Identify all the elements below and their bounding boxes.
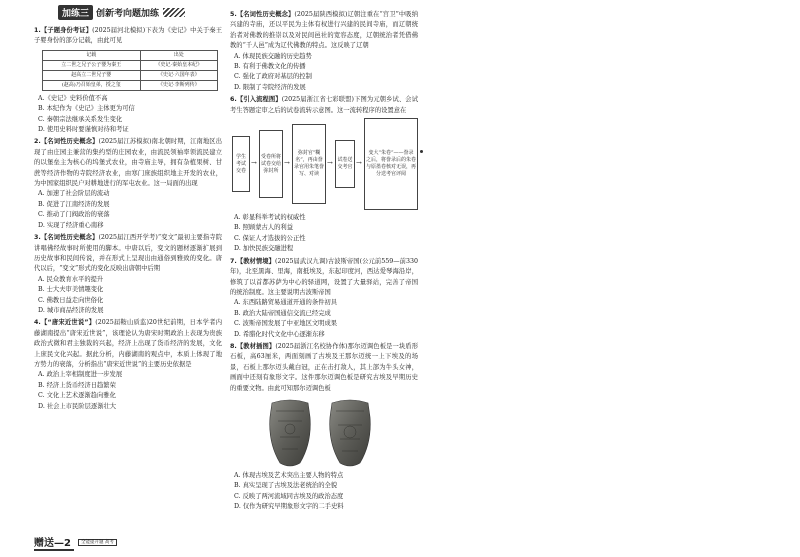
section-label: 加练三 [58,5,93,20]
option-d: D. 社会上市民阶层逐渐壮大 [38,402,117,410]
option-d: D. 实现了经济重心南移 [38,221,104,229]
option-c: C. 文化上艺术逐渐趋向雅化 [38,392,116,400]
option-d: D. 使用史料时要谨慎对待和考证 [38,126,129,134]
question-tag: 【名词性历史概念】 [40,138,99,146]
option-c: C. 佛教日益走向世俗化 [38,296,104,304]
option-b: B. 士大夫审美情趣变化 [38,286,104,294]
table-cell: 《史记·秦始皇本纪》 [140,60,217,70]
question-number: 5. [230,11,237,18]
table-cell: 《史记·李斯列传》 [140,80,217,90]
option-b: B. 经济上货币经济日趋繁荣 [38,381,116,389]
question-number: 4. [34,319,41,327]
table-row [43,80,218,90]
flow-box-2: 受卷所将试卷交给弥封所 [259,130,283,198]
question-tag: 【引入流程图】 [236,96,282,104]
question-number: 7. [230,257,237,265]
option-a: A.《史记》史料价值不高 [38,94,108,102]
binding-mark [420,150,423,153]
left-column [34,26,222,412]
table-cell: (赵高)乃召始皇弟，授之玺 [43,80,141,90]
question-stem: (2025届浙江名校协作体)那尔迈调色板是一块盾形石板，高63厘米，两面刻画了古埃及王那尔迈统一上下埃及的场景，石板上那尔迈头戴白冠，正在击打敌人，其上部为牛头女神，画面中还刻有象形文字。这件那尔迈调色板是研究古埃及早期历史的重要文物。由此可知那尔迈调色板 [230,342,418,392]
question-2 [34,137,222,231]
question-3 [34,233,222,316]
question-tag: 【教材情境】 [236,257,275,265]
option-d: D. 限制了寺院经济的发展 [234,83,306,91]
question-7 [230,257,418,340]
page-footer [34,534,117,551]
question-stem: (2025届陕西模拟)辽朝注重在“宫卫”中吸纳兴建的寺庙，还以平民为主体有权进行兴建的民间寺庙，而辽朝统治者对佛教的推崇以及对民间邑社的宽容态度，辽朝统治者凭借佛教的“千人邑”成为辽代佛教的特点。这反映了辽朝 [230,11,418,50]
narmer-palette-illustration [260,397,390,469]
arrow-right-icon: → [284,159,290,168]
publisher-stamp: 全能提升题 高考 [78,539,117,546]
question-number: 6. [230,96,237,104]
option-a: A. 东西陆路贸易通道开通的条件初具 [234,299,338,307]
question-6 [230,95,418,254]
arrow-right-icon: → [251,159,257,168]
option-a: A. 加速了社会阶层的流动 [38,190,110,198]
right-column [230,10,418,513]
question-1 [34,26,222,135]
table-header-row [43,50,218,60]
option-b: B. 有利于佛教文化的传播 [234,63,306,71]
table-row [43,70,218,80]
table-header: 出处 [140,50,217,60]
option-c: C. 秦朝宗法继承关系发生变化 [38,115,123,123]
option-a: A. 民众教育水平的提升 [38,275,104,283]
section-banner [58,4,185,20]
option-b: B. 促进了江南经济的发展 [38,200,110,208]
option-c: C. 强化了政府对基层的控制 [234,73,312,81]
question-stem: (2025届鞍山质监)20世纪前期，日本学者内藤湖南提出“唐宋近世说”，该理论认为唐宋时期政治上表现为贵族政治式微和君主独裁的兴起，经济上出现了货币经济的发展，文化上庶民文化兴起。据此分析，内藤湖南的观点中，本质上体现了地方势力的衰落，分析指出“唐宋近世说”的主要历史依据是 [34,319,222,368]
flow-chart [232,118,418,210]
source-table [42,50,218,91]
option-d: D. 城市商品经济的发展 [38,306,104,314]
flow-box-4: 试卷送交考官 [335,140,355,188]
question-tag: 【名词性历史概念】 [40,234,99,242]
option-a: A. 政治上宰相制度进一步发展 [38,371,123,379]
flow-box-5: 变大“朱卷”——誊录之后，将誊录后的朱卷与原墨卷核对无误，再分送考官评阅 [364,118,418,210]
section-title: 创新考向题加练 [96,8,160,19]
option-a: A. 体现民族交融的历史趋势 [234,52,312,60]
question-stem: (2025届江苏模拟)南北朝时期，江南地区出现了由庄园主兼营的集约型的庄园农业，由流民领袖率领流民建立的以堡垒主为核心的坞堡式农业，由寺庙主导，拥有杂植果树、甘蔗等经济作物的寺院经济农业，由寒门庶族组织地主开发的农业，为中国家组织民户对耕地进行的军屯农业。这一局面的出现 [34,138,222,188]
table-row [43,60,218,70]
table-header: 记载 [43,50,141,60]
option-d: D. 仅作为研究早期象形文字的二手史料 [234,503,344,511]
arrow-right-icon: → [356,159,362,168]
table-cell: 《史记·六国年表》 [140,70,217,80]
question-tag: 【子题身份考证】 [40,27,93,34]
question-number: 2. [34,138,41,146]
question-stem: (2025届武汉九调)古波斯帝国(公元前559—前330年)，北至黑海、里海，南抵埃及，东起印度河，西达爱琴海沿岸，修筑了以首都苏萨为中心的驿道网，设置了大量驿站，完善了帝国的统治制度。这主要说明古波斯帝国 [230,257,418,296]
narmer-palette-image [230,397,418,469]
table-cell: 立二世之兄子公子婴为秦王 [43,60,141,70]
question-tag: 【教材插图】 [236,342,276,350]
option-c: C. 波斯帝国发展了中亚地区文明成果 [234,320,338,328]
option-c: C. 推动了门阀政治的衰落 [38,211,110,219]
option-c: C. 反映了两河流域同古埃及的政治态度 [234,492,344,500]
option-b: B. 政治大陆帝国通信交流已经完成 [234,309,331,317]
question-8 [230,342,418,513]
question-stem: (2025届江西开学考)“变文”最初主要指寺院讲唱佛经故事时所使用的脚本。中唐以后，变文的题材逐渐扩展到历史故事和民间传说，并在形式上呈现出由通俗到雅致的变化。唐代以后，“变文”形式的变化反映出唐朝中后期 [34,234,223,273]
banner-stripes-decoration [163,8,185,17]
page-number: 赠送—2 [34,534,74,551]
question-number: 8. [230,342,237,350]
question-number: 3. [34,234,41,242]
question-stem: (2025届河北模拟)下表为《史记》中关于秦王子婴身份的部分记载，由此可见 [34,27,222,45]
question-stem: (2025届浙江省七彩联盟)下图为元朝乡试、会试考生答题定审之后的试卷流转示意图。这一流转程序的设置意在 [230,96,418,114]
flow-box-1: 学生考试交卷 [232,136,250,192]
option-b: B. 本纪作为《史记》主体更为可信 [38,105,135,113]
arrow-right-icon: → [327,159,333,168]
question-number: 1. [34,27,41,34]
option-d: D. 希腊化时代文化中心逐渐东移 [234,330,325,338]
option-b: B. 真实呈现了古埃及法老统治的全貌 [234,482,338,490]
option-a: A. 彰显科举考试的权威性 [234,214,306,222]
question-4 [34,318,222,412]
option-d: D. 加快民族交融进程 [234,245,294,253]
option-b: B. 照顾蒙古人的利益 [234,224,294,232]
table-cell: 赵高立二世兄子婴 [43,70,141,80]
question-5 [230,10,418,93]
option-c: C. 保证人才选拔的公正性 [234,234,306,242]
question-tag: 【“唐宋近世说”】 [40,319,96,327]
flow-box-3: 弥封官“糊名”，再由誊录官用朱笔誊写、对读 [292,124,326,204]
option-a: A. 体现古埃及艺术突出主要人物的特点 [234,471,344,479]
question-tag: 【名词性历史概念】 [236,11,295,18]
